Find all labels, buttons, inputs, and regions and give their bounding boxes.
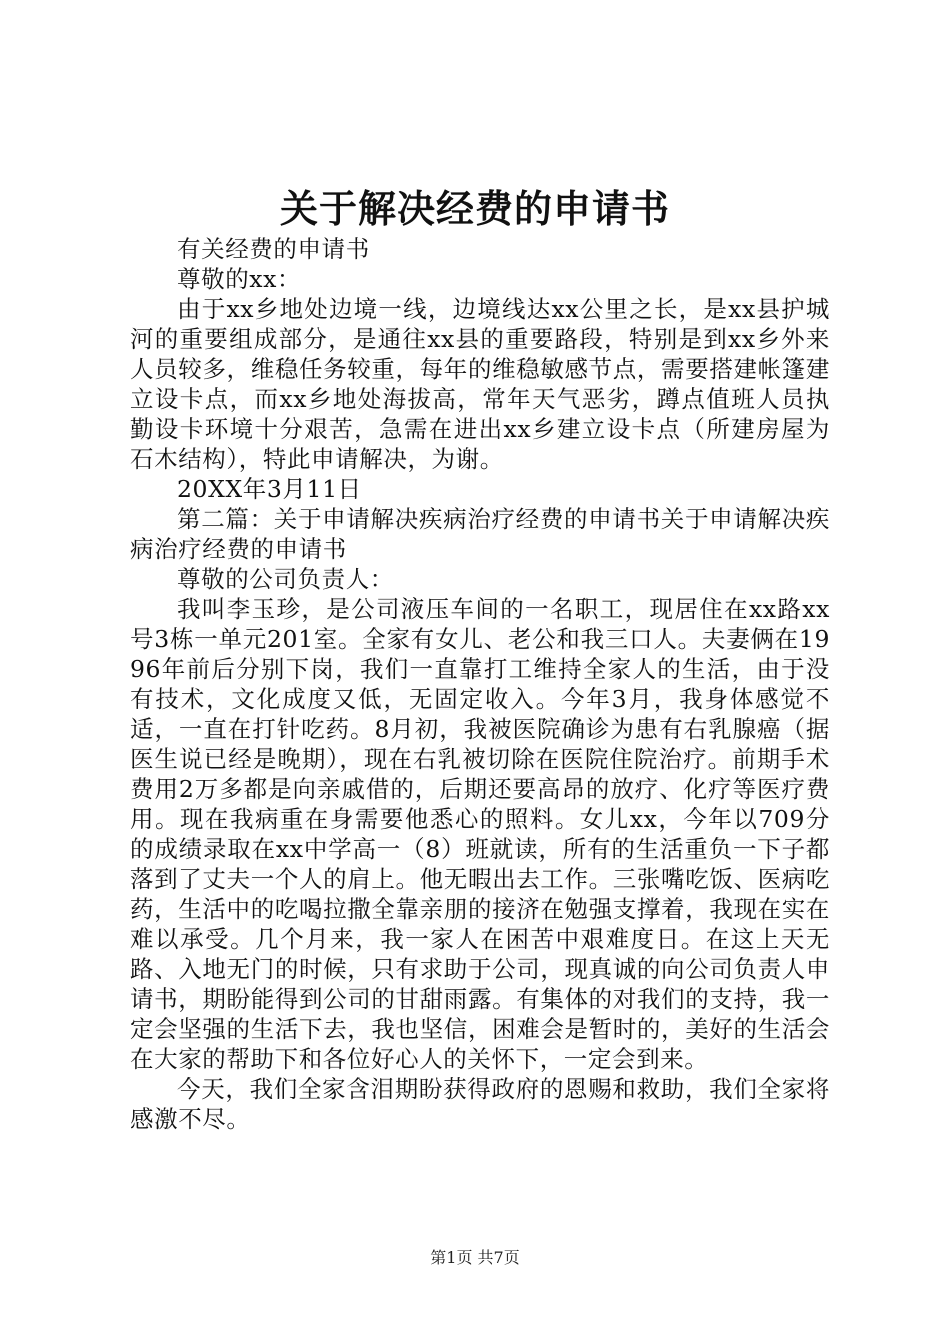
- paragraph-date: 20XX年3月11日: [177, 475, 362, 503]
- paragraph-second-salutation: 尊敬的公司负责人：: [177, 565, 394, 593]
- paragraph-second-body: 我叫李玉珍，是公司液压车间的一名职工，现居住在xx路xx号3栋一单元201室。全家有女儿、老公和我三口人。夫妻俩在1996年前后分别下岗，我们一直靠打工维持全家人的生活，由于没有技术，文化成度又低，无固定收入。今年3月，我身体感觉不适，一直在打针吃药。8月初，我被医院确诊为患有右乳腺癌（据医生说已经是晚期），现在右乳被切除在医院住院治疗。前期手术费用2万多都是向亲戚借的，后期还要高昂的放疗、化疗等医疗费用。现在我病重在身需要他悉心的照料。女儿xx，今年以709分的成绩录取在xx中学高一（8）班就读，所有的生活重负一下子都落到了丈夫一个人的肩上。他无暇出去工作。三张嘴吃饭、医病吃药，生活中的吃喝拉撒全靠亲朋的接济在勉强支撑着，我现在实在难以承受。几个月来，我一家人在困苦中艰难度日。在这上天无路、入地无门的时候，只有求助于公司，现真诚的向公司负责人申请书，期盼能得到公司的甘甜雨露。有集体的对我们的支持，我一定会坚强的生活下去，我也坚信，困难会是暂时的，美好的生活会在大家的帮助下和各位好心人的关怀下，一定会到来。: [130, 595, 830, 1073]
- paragraph-salutation: 尊敬的xx：: [177, 265, 302, 293]
- paragraph-request-body: 由于xx乡地处边境一线，边境线达xx公里之长，是xx县护城河的重要组成部分，是通往xx县的重要路段，特别是到xx乡外来人员较多，维稳任务较重，每年的维稳敏感节点，需要搭建帐篷建立设卡点，而xx乡地处海拔高，常年天气恶劣，蹲点值班人员执勤设卡环境十分艰苦，急需在进出xx乡建立设卡点（所建房屋为石木结构），特此申请解决，为谢。: [130, 295, 830, 473]
- paragraph-second-title: 第二篇：关于申请解决疾病治疗经费的申请书关于申请解决疾病治疗经费的申请书: [130, 505, 830, 563]
- document-body: [130, 234, 830, 1134]
- paragraph-subtitle: 有关经费的申请书: [177, 235, 370, 263]
- document-title: 关于解决经费的申请书: [279, 186, 670, 231]
- paragraph-closing: 今天，我们全家含泪期盼获得政府的恩赐和救助，我们全家将感激不尽。: [130, 1075, 830, 1133]
- page-footer: 第1页 共7页: [430, 1248, 520, 1267]
